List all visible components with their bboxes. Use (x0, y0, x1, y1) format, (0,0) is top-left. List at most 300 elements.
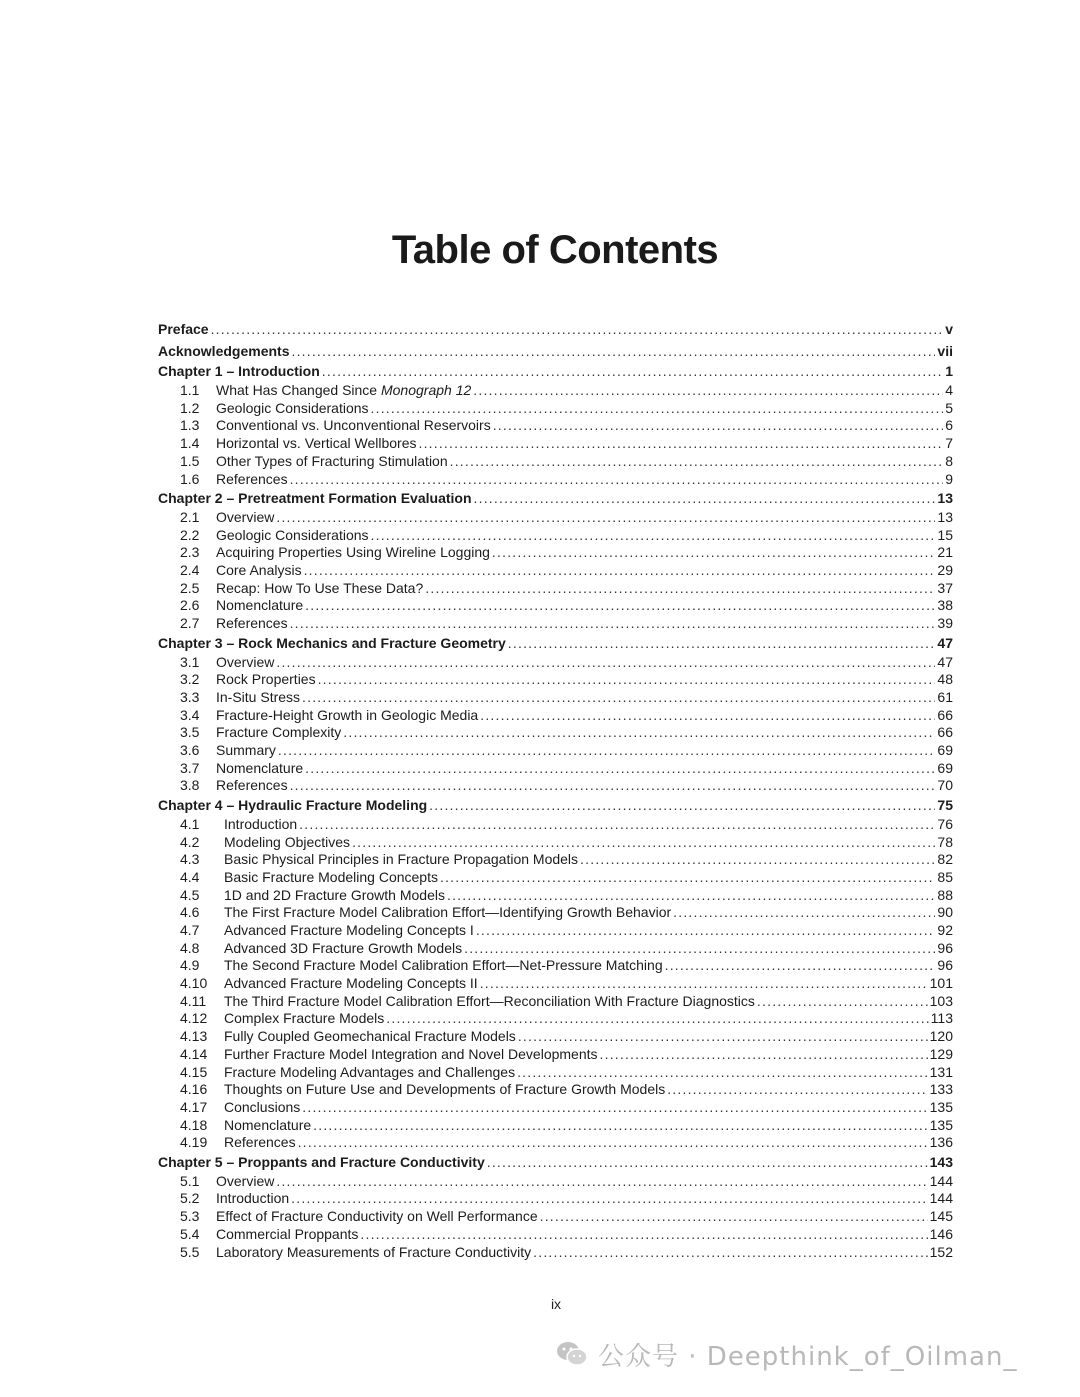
entry-title (224, 904, 671, 922)
toc-section-entry (158, 382, 953, 400)
dot-leader (440, 869, 935, 887)
dot-leader (290, 777, 936, 795)
toc-section-entry (158, 1244, 953, 1262)
section-number: 4.10 (180, 975, 208, 992)
entry-title (224, 1134, 296, 1152)
section-number: 2.4 (180, 562, 200, 579)
section-number: 5.4 (180, 1225, 200, 1242)
entry-title-text: The Second Fracture Model Calibration Effort—Net-Pressure Matching (224, 957, 663, 974)
section-number: 4.19 (180, 1134, 208, 1151)
entry-title (224, 975, 478, 993)
entry-page-number: 146 (929, 1225, 953, 1242)
dot-leader (322, 361, 943, 382)
dot-leader (298, 1134, 928, 1152)
section-number: 4.14 (180, 1045, 208, 1062)
dot-leader (418, 435, 943, 453)
entry-title (216, 654, 274, 672)
toc-chapter-entry (158, 795, 953, 816)
dot-leader (533, 1244, 928, 1262)
entry-page-number: 6 (945, 417, 953, 434)
dot-leader (299, 816, 935, 834)
entry-title (224, 887, 445, 905)
entry-page-number: 47 (937, 653, 953, 670)
entry-page-number: 76 (937, 815, 953, 832)
entry-title-text: Thoughts on Future Use and Developments of Fracture Growth Models (224, 1081, 666, 1098)
dot-leader (492, 544, 936, 562)
section-number: 4.7 (180, 922, 200, 939)
dot-leader (673, 904, 935, 922)
entry-title (216, 382, 471, 400)
dot-leader (304, 562, 936, 580)
toc-chapter-entry (158, 361, 953, 382)
entry-title-text: Nomenclature (216, 597, 304, 614)
entry-page-number: 69 (937, 759, 953, 776)
entry-title-text: Nomenclature (224, 1116, 312, 1133)
dot-leader (540, 1208, 928, 1226)
toc-section-entry (158, 654, 953, 672)
entry-title-text: Complex Fracture Models (224, 1010, 385, 1027)
entry-title-text: Fracture-Height Growth in Geologic Media (216, 706, 479, 723)
section-number: 4.16 (180, 1081, 208, 1098)
entry-page-number: 75 (937, 797, 953, 814)
entry-title (216, 1226, 358, 1244)
entry-title-text: In-Situ Stress (216, 689, 301, 705)
entry-title (216, 562, 302, 580)
entry-title (224, 1117, 311, 1135)
section-number: 4.6 (180, 904, 200, 921)
dot-leader (600, 1046, 928, 1064)
entry-title (224, 1081, 665, 1099)
dot-leader (302, 1099, 927, 1117)
toc-section-entry (158, 777, 953, 795)
toc-chapter-entry (158, 318, 953, 341)
entry-title-text: Summary (216, 742, 276, 759)
entry-page-number: 9 (945, 470, 953, 487)
entry-title-text: Advanced 3D Fracture Growth Models (224, 939, 463, 956)
entry-page-number: 88 (937, 886, 953, 903)
dot-leader (276, 509, 935, 527)
entry-title-text: Fracture Modeling Advantages and Challenges (224, 1063, 516, 1080)
entry-page-number: 82 (937, 851, 953, 868)
entry-title (216, 509, 274, 527)
section-number: 2.7 (180, 615, 200, 632)
toc-section-entry (158, 562, 953, 580)
entry-title (216, 580, 423, 598)
entry-title-text: References (216, 615, 288, 632)
toc-section-entry (158, 834, 953, 852)
dot-leader (464, 940, 935, 958)
section-number: 5.2 (180, 1190, 200, 1207)
entry-title-text: Basic Physical Principles in Fracture Propagation Models (224, 851, 579, 868)
dot-leader (318, 671, 936, 689)
entry-title (224, 851, 578, 869)
toc-section-entry (158, 851, 953, 869)
entry-title-text: Effect of Fracture Conductivity on Well Performance (216, 1208, 538, 1225)
toc-section-entry (158, 922, 953, 940)
entry-title-text: Preface (158, 321, 209, 337)
entry-title (216, 777, 288, 795)
entry-title (224, 993, 755, 1011)
section-number: 2.3 (180, 544, 200, 561)
toc-section-entry (158, 760, 953, 778)
dot-leader (447, 887, 935, 905)
entry-title (224, 834, 350, 852)
entry-title-text: Acquiring Properties Using Wireline Logging (216, 544, 490, 561)
section-number: 1.1 (180, 382, 200, 399)
entry-page-number: 7 (945, 435, 953, 452)
entry-title (216, 671, 316, 689)
toc-section-entry (158, 471, 953, 489)
entry-title-text: Nomenclature (216, 759, 304, 776)
section-number: 4.18 (180, 1116, 208, 1133)
toc-section-entry (158, 580, 953, 598)
entry-title-text: 1D and 2D Fracture Growth Models (224, 886, 445, 903)
entry-page-number: 152 (929, 1243, 953, 1260)
toc-section-entry (158, 993, 953, 1011)
section-number: 3.2 (180, 671, 200, 688)
section-number: 3.3 (180, 689, 200, 705)
toc-section-entry (158, 597, 953, 615)
dot-leader (757, 993, 928, 1011)
entry-title (158, 341, 289, 362)
entry-title (216, 400, 369, 418)
section-number: 1.5 (180, 452, 200, 469)
section-number: 4.11 (180, 992, 207, 1009)
section-number: 2.5 (180, 579, 200, 596)
section-number: 2.6 (180, 597, 200, 614)
watermark (556, 1334, 1017, 1374)
toc-section-entry (158, 742, 953, 760)
toc-section-entry (158, 1010, 953, 1028)
entry-page-number: 61 (937, 689, 953, 705)
entry-title-text: Rock Properties (216, 671, 316, 688)
toc-section-entry (158, 1208, 953, 1226)
entry-title-text: Chapter 4 – Hydraulic Fracture Modeling (158, 797, 428, 814)
section-number: 4.9 (180, 957, 200, 974)
entry-page-number: 48 (937, 671, 953, 688)
dot-leader (386, 1010, 928, 1028)
entry-title-text: Fully Coupled Geomechanical Fracture Models (224, 1028, 516, 1045)
dot-leader (343, 724, 935, 742)
entry-title-text: References (224, 1134, 296, 1151)
entry-page-number: 90 (937, 904, 953, 921)
entry-title-text: Core Analysis (216, 562, 302, 579)
entry-title (224, 869, 438, 887)
section-number: 4.15 (180, 1063, 208, 1080)
toc-section-entry (158, 869, 953, 887)
dot-leader (580, 851, 935, 869)
toc-section-entry (158, 887, 953, 905)
entry-title-text: Chapter 3 – Rock Mechanics and Fracture Geometry (158, 634, 506, 651)
dot-leader (474, 488, 936, 509)
entry-page-number: 131 (929, 1063, 953, 1080)
entry-page-number: 129 (929, 1045, 953, 1062)
dot-leader (352, 834, 935, 852)
section-number: 4.8 (180, 939, 200, 956)
dot-leader (508, 633, 936, 654)
entry-page-number: 85 (937, 868, 953, 885)
entry-title (216, 1173, 274, 1191)
dot-leader (360, 1226, 927, 1244)
entry-title-text: Chapter 5 – Proppants and Fracture Conductivity (158, 1153, 485, 1170)
wechat-icon (556, 1340, 588, 1368)
entry-page-number: 15 (937, 526, 953, 543)
dot-leader (480, 975, 928, 993)
entry-page-number: 47 (937, 634, 953, 651)
entry-page-number: 13 (937, 509, 953, 526)
table-of-contents (158, 318, 953, 1261)
toc-section-entry (158, 417, 953, 435)
entry-title-text: The First Fracture Model Calibration Effort—Identifying Growth Behavior (224, 904, 672, 921)
toc-section-entry (158, 1117, 953, 1135)
entry-page-number: 96 (937, 957, 953, 974)
toc-section-entry (158, 1046, 953, 1064)
entry-title (224, 1046, 598, 1064)
section-number: 4.3 (180, 851, 200, 868)
entry-title-text: Commercial Proppants (216, 1225, 359, 1242)
dot-leader (278, 742, 936, 760)
entry-title-text: References (216, 470, 288, 487)
entry-title (158, 318, 209, 341)
entry-page-number: 38 (937, 597, 953, 614)
toc-section-entry (158, 1064, 953, 1082)
entry-title (216, 1190, 289, 1208)
toc-section-entry (158, 1081, 953, 1099)
entry-page-number: 66 (937, 706, 953, 723)
toc-section-entry (158, 904, 953, 922)
entry-title (158, 1152, 485, 1173)
section-number: 3.8 (180, 777, 200, 794)
section-number: 1.2 (180, 399, 200, 416)
toc-section-entry (158, 1134, 953, 1152)
section-number: 4.5 (180, 886, 200, 903)
entry-title-text: Advanced Fracture Modeling Concepts I (224, 922, 474, 939)
toc-section-entry (158, 544, 953, 562)
entry-title-text: Geologic Considerations (216, 526, 369, 543)
dot-leader (302, 689, 935, 707)
toc-section-entry (158, 400, 953, 418)
entry-page-number: 69 (937, 742, 953, 759)
toc-section-entry (158, 1028, 953, 1046)
entry-title-text: Horizontal vs. Vertical Wellbores (216, 435, 417, 452)
entry-title-text: Fracture Complexity (216, 724, 342, 741)
section-number: 4.4 (180, 868, 200, 885)
entry-title (216, 742, 276, 760)
section-number: 4.13 (180, 1028, 208, 1045)
entry-page-number: 70 (937, 777, 953, 794)
toc-section-entry (158, 940, 953, 958)
entry-title-text: Conventional vs. Unconventional Reservoirs (216, 417, 491, 434)
entry-title (216, 689, 300, 707)
entry-page-number: vii (937, 342, 953, 359)
toc-chapter-entry (158, 488, 953, 509)
dot-leader (305, 597, 935, 615)
toc-section-entry (158, 957, 953, 975)
section-number: 1.3 (180, 417, 200, 434)
dot-leader (493, 417, 944, 435)
entry-title-text: Overview (216, 653, 275, 670)
entry-title (224, 1028, 516, 1046)
toc-section-entry (158, 615, 953, 633)
entry-title-text: Geologic Considerations (216, 399, 369, 416)
entry-title-text: Acknowledgements (158, 342, 290, 359)
entry-title (216, 471, 288, 489)
dot-leader (518, 1028, 928, 1046)
entry-title (216, 1208, 538, 1226)
toc-section-entry (158, 1190, 953, 1208)
entry-title-text: Advanced Fracture Modeling Concepts II (224, 975, 478, 992)
entry-page-number: 103 (929, 992, 953, 1009)
entry-title (216, 615, 288, 633)
toc-chapter-entry (158, 1152, 953, 1173)
toc-section-entry (158, 724, 953, 742)
toc-section-entry (158, 707, 953, 725)
dot-leader (211, 318, 944, 341)
toc-section-entry (158, 1173, 953, 1191)
entry-title (224, 922, 474, 940)
entry-title (158, 488, 472, 509)
entry-page-number: 101 (929, 975, 953, 992)
entry-page-number: 1 (945, 363, 953, 380)
dot-leader (290, 471, 944, 489)
entry-page-number: 4 (945, 382, 953, 399)
dot-leader (667, 1081, 927, 1099)
entry-title-text: Introduction (224, 815, 298, 832)
dot-leader (487, 1152, 928, 1173)
section-number: 1.4 (180, 435, 200, 452)
entry-title-text: Modeling Objectives (224, 833, 351, 850)
dot-leader (429, 795, 935, 816)
page-title: Table of Contents (391, 228, 719, 272)
entry-page-number: 92 (937, 922, 953, 939)
entry-page-number: 37 (937, 579, 953, 596)
entry-page-number: 21 (937, 544, 953, 561)
entry-title (216, 544, 490, 562)
entry-title (216, 527, 369, 545)
toc-section-entry (158, 509, 953, 527)
entry-title (216, 760, 303, 778)
entry-title-text: Introduction (216, 1190, 290, 1207)
entry-page-number: 144 (929, 1172, 953, 1189)
entry-title (158, 795, 427, 816)
section-number: 1.6 (180, 470, 200, 487)
entry-title (216, 435, 416, 453)
entry-page-number: 136 (929, 1134, 953, 1151)
section-number: 3.7 (180, 759, 200, 776)
section-number: 4.12 (180, 1010, 208, 1027)
entry-title-text: Other Types of Fracturing Stimulation (216, 452, 448, 469)
entry-title (216, 707, 478, 725)
entry-page-number: 39 (937, 615, 953, 632)
entry-title-text: Basic Fracture Modeling Concepts (224, 868, 438, 885)
entry-title-text: Conclusions (224, 1098, 301, 1115)
entry-title (216, 453, 448, 471)
section-number: 5.5 (180, 1243, 200, 1260)
toc-section-entry (158, 1099, 953, 1117)
dot-leader (517, 1064, 928, 1082)
entry-page-number: 78 (937, 833, 953, 850)
dot-leader (473, 382, 943, 400)
dot-leader (291, 1190, 927, 1208)
entry-title (224, 816, 297, 834)
toc-section-entry (158, 527, 953, 545)
entry-title (216, 724, 341, 742)
dot-leader (276, 1173, 927, 1191)
entry-page-number: v (945, 321, 953, 337)
dot-leader (665, 957, 936, 975)
entry-page-number: 133 (929, 1081, 953, 1098)
entry-title-text: Recap: How To Use These Data? (216, 579, 424, 596)
entry-page-number: 113 (930, 1010, 953, 1027)
dot-leader (480, 707, 935, 725)
dot-leader (371, 400, 944, 418)
entry-title (158, 361, 320, 382)
entry-page-number: 13 (937, 490, 953, 507)
toc-section-entry (158, 689, 953, 707)
watermark-text: 公众号 · Deepthink_of_Oilman_ (598, 1341, 1018, 1372)
entry-page-number: 144 (929, 1190, 953, 1207)
entry-title-text: Laboratory Measurements of Fracture Conductivity (216, 1243, 532, 1260)
entry-page-number: 29 (937, 562, 953, 579)
dot-leader (476, 922, 936, 940)
section-number: 5.1 (180, 1172, 200, 1189)
entry-title-text: Overview (216, 1172, 275, 1189)
entry-title (216, 597, 303, 615)
dot-leader (313, 1117, 927, 1135)
toc-chapter-entry (158, 633, 953, 654)
entry-page-number: 5 (945, 399, 953, 416)
entry-page-number: 135 (929, 1116, 953, 1133)
entry-title-text: Chapter 2 – Pretreatment Formation Evaluation (158, 490, 472, 507)
entry-title (224, 957, 663, 975)
section-number: 3.6 (180, 742, 200, 759)
entry-title (216, 417, 491, 435)
entry-title-text: Overview (216, 509, 275, 526)
entry-title-text: The Third Fracture Model Calibration Effort—Reconciliation With Fracture Diagnostics (224, 992, 755, 1009)
entry-title (224, 940, 462, 958)
section-number: 4.2 (180, 833, 200, 850)
page-number: ix (550, 1296, 562, 1312)
section-number: 5.3 (180, 1208, 200, 1225)
section-number: 4.17 (180, 1098, 208, 1115)
entry-title-italic: Monograph 12 (380, 382, 472, 399)
toc-section-entry (158, 1226, 953, 1244)
section-number: 2.1 (180, 509, 200, 526)
dot-leader (291, 341, 935, 362)
dot-leader (305, 760, 935, 778)
section-number: 3.5 (180, 724, 200, 741)
dot-leader (425, 580, 935, 598)
section-number: 2.2 (180, 526, 200, 543)
entry-title (216, 1244, 531, 1262)
dot-leader (290, 615, 936, 633)
entry-page-number: 120 (929, 1028, 953, 1045)
dot-leader (450, 453, 944, 471)
entry-title-text: What Has Changed Since (216, 382, 381, 399)
toc-section-entry (158, 816, 953, 834)
entry-page-number: 66 (937, 724, 953, 741)
entry-page-number: 135 (929, 1098, 953, 1115)
toc-section-entry (158, 975, 953, 993)
entry-page-number: 145 (929, 1208, 953, 1225)
entry-title (224, 1099, 300, 1117)
section-number: 3.1 (180, 653, 200, 670)
entry-title (224, 1010, 384, 1028)
entry-page-number: 8 (945, 452, 953, 469)
entry-title (158, 633, 506, 654)
section-number: 4.1 (180, 815, 200, 832)
entry-page-number: 96 (937, 939, 953, 956)
